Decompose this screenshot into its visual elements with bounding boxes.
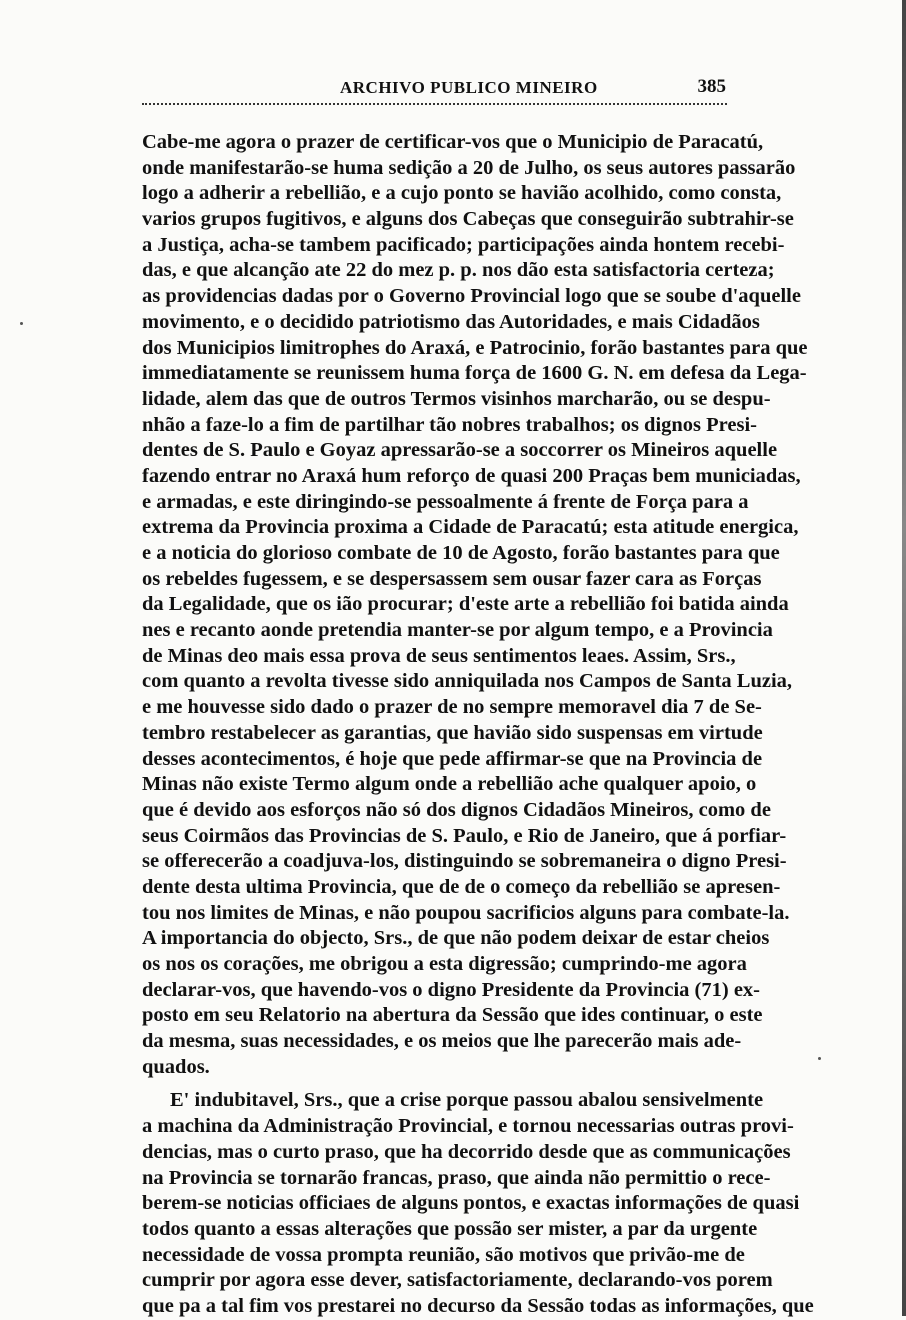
text-line: os rebeldes fugessem, e se despersassem sem ousar fazer cara as Forças	[142, 567, 762, 590]
text-line: de Minas deo mais essa prova de seus sentimentos leaes. Assim, Srs.,	[142, 644, 736, 667]
paragraph	[142, 1088, 814, 1319]
text-line: todos quanto a essas alterações que possão ser mister, a par da urgente	[142, 1217, 758, 1240]
text-line: varios grupos fugitivos, e alguns dos Cabeças que conseguirão subtrahir-se	[142, 208, 794, 231]
text-line: logo a adherir a rebellião, e a cujo ponto se havião acolhido, como consta,	[142, 182, 782, 205]
text-line: E' indubitavel, Srs., que a crise porque passou abalou sensivelmente	[170, 1089, 764, 1112]
text-line: com quanto a revolta tivesse sido anniquilada nos Campos de Santa Luzia,	[142, 670, 793, 693]
text-line: que é devido aos esforços não só dos dignos Cidadãos Mineiros, como de	[142, 798, 771, 821]
text-line: lidade, alem das que de outros Termos visinhos marcharão, ou se despu-	[142, 387, 771, 410]
text-line: se offerecerão a coadjuva-los, distinguindo se sobremaneira o digno Presi-	[142, 850, 787, 873]
text-line: os nos os corações, me obrigou a esta digressão; cumprindo-me agora	[142, 953, 747, 975]
text-line: seus Coirmãos das Provincias de S. Paulo, e Rio de Janeiro, que á porfiar-	[142, 824, 787, 847]
text-line: e armadas, e este diringindo-se pessoalmente á frente de Força para a	[142, 490, 749, 513]
text-line: na Provincia se tornarão francas, praso, que ainda não permittio o rece-	[142, 1166, 771, 1189]
text-line: da mesma, suas necessidades, e os meios que lhe parecerão mais ade-	[142, 1030, 742, 1053]
text-line: necessidade de vossa prompta reunião, são motivos que privão-me de	[142, 1243, 745, 1266]
text-line: e me houvesse sido dado o prazer de no sempre memoravel dia 7 de Se-	[142, 696, 762, 719]
text-line: dentes de S. Paulo e Goyaz apressarão-se a soccorrer os Mineiros aquelle	[142, 439, 778, 462]
text-line: a Justiça, acha-se tambem pacificado; participações ainda hontem recebi-	[142, 233, 785, 256]
page-number: 385	[697, 76, 726, 97]
text-line: nhão a faze-lo a fim de partilhar tão nobres trabalhos; os dignos Presi-	[142, 413, 758, 436]
text-line: posto em seu Relatorio na abertura da Sessão que ides continuar, o este	[142, 1004, 763, 1027]
text-line: movimento, e o decidido patriotismo das Autoridades, e mais Cidadãos	[142, 310, 760, 333]
text-line: a machina da Administração Provincial, e tornou necessarias outras provi-	[142, 1115, 794, 1138]
text-line: Minas não existe Termo algum onde a rebellião ache qualquer apoio, o	[142, 773, 757, 796]
scan-speck	[818, 1057, 821, 1060]
text-line: quados.	[142, 1055, 210, 1078]
text-line: da Legalidade, que os ião procurar; d'este arte a rebellião foi batida ainda	[142, 593, 789, 616]
text-line: extrema da Provincia proxima a Cidade de Paracatú; esta atitude energica,	[142, 516, 799, 539]
text-line: declarar-vos, que havendo-vos o digno Presidente da Provincia (71) ex-	[142, 978, 761, 1001]
text-line: fazendo entrar no Araxá hum reforço de quasi 200 Praças bem municiadas,	[142, 464, 801, 487]
text-line: desses acontecimentos, é hoje que pede affirmar-se que na Provincia de	[142, 747, 763, 770]
paragraph-gap	[142, 1080, 727, 1088]
text-line: tou nos limites de Minas, e não poupou sacrificios alguns para combate-la.	[142, 901, 790, 924]
header-rule	[142, 103, 727, 105]
text-line: dos Municipios limitrophes do Araxá, e Patrocinio, forão bastantes para que	[142, 336, 808, 359]
body-text	[142, 130, 814, 1320]
text-line: dente desta ultima Provincia, que de de o começo da rebellião se apresen-	[142, 875, 781, 898]
scan-speck	[20, 322, 23, 325]
text-line: nes e recanto aonde pretendia manter-se por algum tempo, e a Provincia	[142, 619, 773, 642]
text-line: das, e que alcanção ate 22 do mez p. p. nos dão esta satisfactoria certeza;	[142, 259, 775, 282]
text-line: as providencias dadas por o Governo Provincial logo que se soube d'aquelle	[142, 285, 801, 308]
text-line: dencias, mas o curto praso, que ha decorrido desde que as communicações	[142, 1140, 791, 1163]
text-line: immediatamente se reunissem huma força de 1600 G. N. em defesa da Lega-	[142, 362, 807, 385]
paragraph	[142, 130, 808, 1080]
running-title: ARCHIVO PUBLICO MINEIRO	[340, 78, 598, 97]
text-line: e a noticia do glorioso combate de 10 de Agosto, forão bastantes para que	[142, 542, 780, 564]
text-line: tembro restabelecer as garantias, que havião sido suspensas em virtude	[142, 721, 763, 744]
text-line: Cabe-me agora o prazer de certificar-vos que o Municipio de Paracatú,	[142, 131, 764, 153]
text-line: berem-se noticias officiaes de alguns pontos, e exactas informações de quasi	[142, 1192, 800, 1215]
text-line: onde manifestarão-se huma sedição a 20 de Julho, os seus autores passarão	[142, 156, 796, 179]
text-line: cumprir por agora esse dever, satisfactoriamente, declarando-vos porem	[142, 1269, 773, 1292]
running-header	[140, 76, 730, 104]
text-line: A importancia do objecto, Srs., de que não podem deixar de estar cheios	[142, 927, 770, 950]
page-edge-shadow	[902, 0, 906, 1316]
text-line: que pa a tal fim vos prestarei no decurso da Sessão todas as informações, que	[142, 1294, 814, 1317]
